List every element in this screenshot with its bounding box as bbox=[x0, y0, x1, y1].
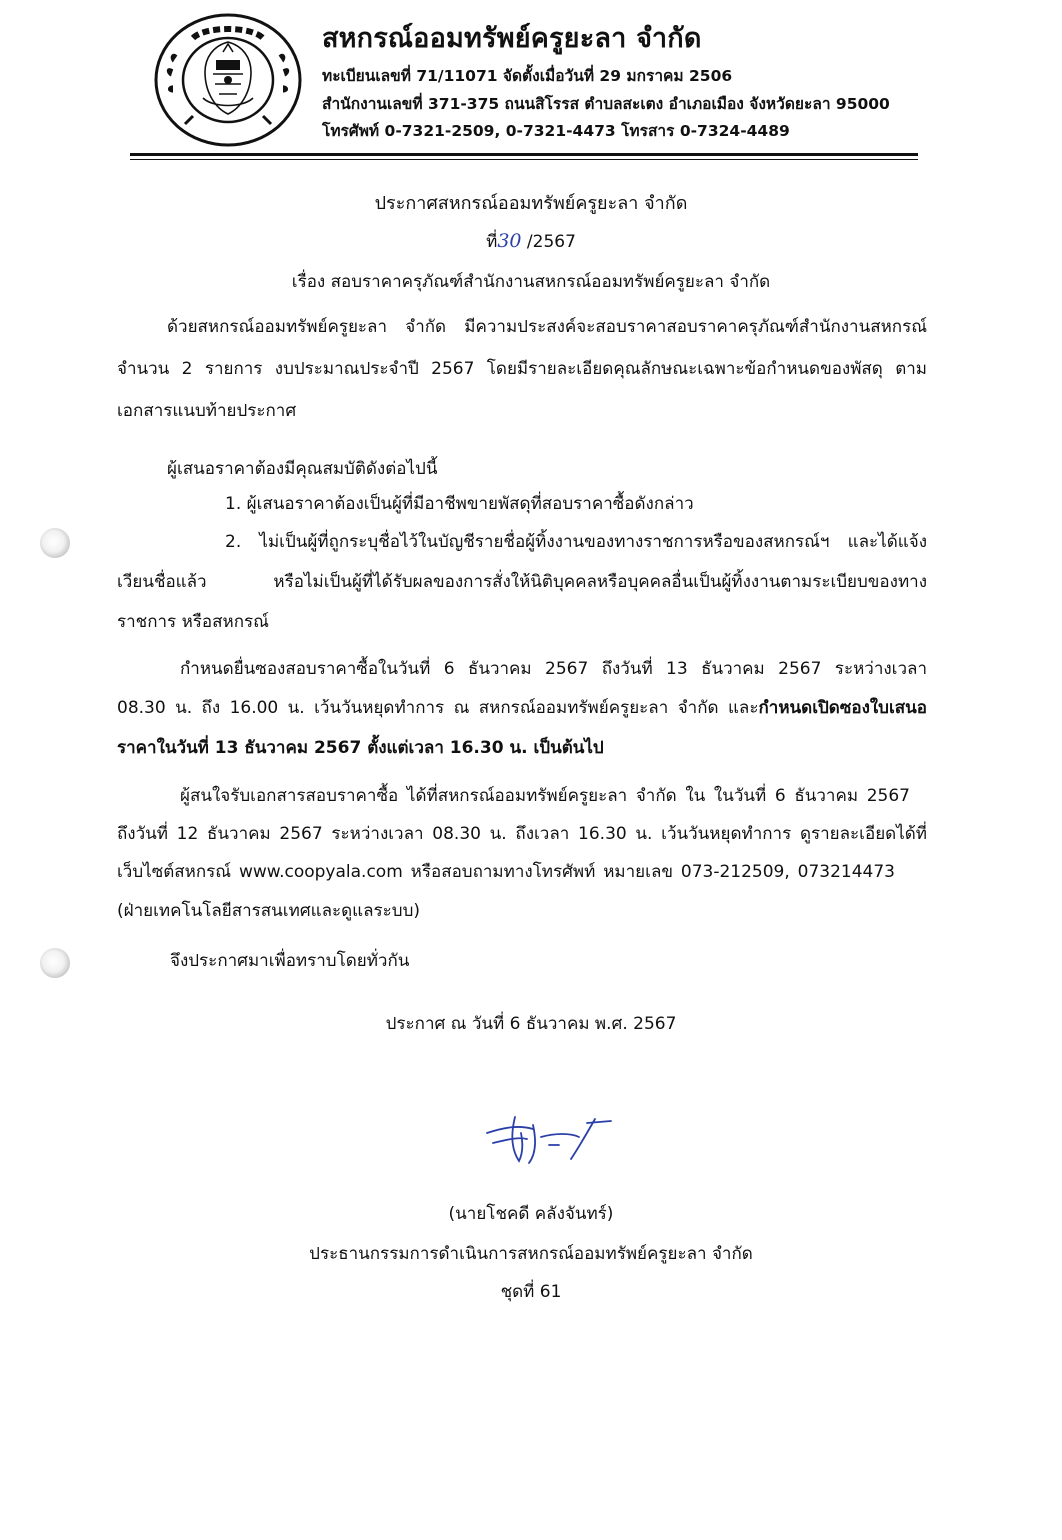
announcement-number bbox=[0, 228, 1062, 255]
header-divider-thin bbox=[130, 159, 918, 160]
signatory-position: ประธานกรรมการดำเนินการสหกรณ์ออมทรัพย์ครูยะลา จำกัด bbox=[309, 1244, 753, 1264]
qualification-item-2-line1: 2. ไม่เป็นผู้ที่ถูกระบุชื่อไว้ในบัญชีรายชื่อผู้ทิ้งงานของทางราชการหรือของสหกรณ์ฯ และได้แจ้ง bbox=[225, 532, 927, 552]
number-suffix: /2567 bbox=[521, 232, 576, 252]
office-address: สำนักงานเลขที่ 371-375 ถนนสิโรรส ตำบลสะเตง อำเภอเมือง จังหวัดยะลา 95000 bbox=[322, 95, 890, 113]
qualification-item-2-line3: ราชการ หรือสหกรณ์ bbox=[117, 612, 269, 632]
qualification-item-2-line2: เวียนชื่อแล้ว หรือไม่เป็นผู้ที่ได้รับผลของการสั่งให้นิติบุคคลหรือบุคคลอื่นเป็นผู้ทิ้งงานตามระเบียบของทาง bbox=[117, 572, 927, 592]
paragraph3-line3: เว็บไซต์สหกรณ์ www.coopyala.com หรือสอบถามทางโทรศัพท์ หมายเลข 073-212509, 073214473 bbox=[117, 862, 895, 882]
paragraph2-line2-bold: กำหนดเปิดซองใบเสนอ bbox=[758, 698, 927, 718]
paragraph2-line2 bbox=[117, 694, 927, 721]
header-divider-thick bbox=[130, 153, 918, 156]
signature-mark bbox=[475, 1103, 625, 1175]
paragraph3-line1: ผู้สนใจรับเอกสารสอบราคาซื้อ ได้ที่สหกรณ์ออมทรัพย์ครูยะลา จำกัด ใน ในวันที่ 6 ธันวาคม 2567 bbox=[180, 786, 910, 806]
announcement-subject: เรื่อง สอบราคาครุภัณฑ์สำนักงานสหกรณ์ออมทรัพย์ครูยะลา จำกัด bbox=[291, 272, 771, 292]
qualifications-heading: ผู้เสนอราคาต้องมีคุณสมบัติดังต่อไปนี้ bbox=[167, 459, 438, 479]
paragraph2-line3: ราคาในวันที่ 13 ธันวาคม 2567 ตั้งแต่เวลา 16.30 น. เป็นต้นไป bbox=[117, 738, 604, 758]
paragraph1-line2: จำนวน 2 รายการ งบประมาณประจำปี 2567 โดยมีรายละเอียดคุณลักษณะเฉพาะข้อกำหนดของพัสดุ ตาม bbox=[117, 359, 927, 379]
paragraph2-line2-plain: 08.30 น. ถึง 16.00 น. เว้นวันหยุดทำการ ณ สหกรณ์ออมทรัพย์ครูยะลา จำกัด และ bbox=[117, 698, 759, 718]
signatory-term: ชุดที่ 61 bbox=[500, 1282, 562, 1302]
signatory-name: (นายโชคดี คลังจันทร์) bbox=[448, 1204, 614, 1224]
organization-name: สหกรณ์ออมทรัพย์ครูยะลา จำกัด bbox=[322, 23, 702, 54]
paragraph3-line2: ถึงวันที่ 12 ธันวาคม 2567 ระหว่างเวลา 08.30 น. ถึงเวลา 16.30 น. เว้นวันหยุดทำการ ดูรายละเอียดได้ที่ bbox=[117, 824, 927, 844]
announcement-title: ประกาศสหกรณ์ออมทรัพย์ครูยะลา จำกัด bbox=[374, 193, 688, 214]
contact-phone: โทรศัพท์ 0-7321-2509, 0-7321-4473 โทรสาร 0-7324-4489 bbox=[322, 122, 790, 140]
closing-statement: จึงประกาศมาเพื่อทราบโดยทั่วกัน bbox=[170, 951, 410, 971]
punch-hole-lower bbox=[40, 948, 70, 978]
announcement-date: ประกาศ ณ วันที่ 6 ธันวาคม พ.ศ. 2567 bbox=[385, 1014, 677, 1034]
handwritten-number: 30 bbox=[497, 230, 522, 252]
registration-info: ทะเบียนเลขที่ 71/11071 จัดตั้งเมื่อวันที่ 29 มกราคม 2506 bbox=[322, 67, 733, 85]
qualification-item-1: 1. ผู้เสนอราคาต้องเป็นผู้ที่มีอาชีพขายพัสดุที่สอบราคาซื้อดังกล่าว bbox=[225, 494, 694, 514]
cooperative-seal-logo bbox=[153, 12, 303, 148]
paragraph1-line3: เอกสารแนบท้ายประกาศ bbox=[117, 401, 297, 421]
paragraph1-line1: ด้วยสหกรณ์ออมทรัพย์ครูยะลา จำกัด มีความประสงค์จะสอบราคาสอบราคาครุภัณฑ์สำนักงานสหกรณ์ bbox=[167, 317, 927, 337]
punch-hole-upper bbox=[40, 528, 70, 558]
paragraph2-line1: กำหนดยื่นซองสอบราคาซื้อในวันที่ 6 ธันวาคม 2567 ถึงวันที่ 13 ธันวาคม 2567 ระหว่างเวลา bbox=[180, 659, 927, 679]
paragraph3-line4: (ฝ่ายเทคโนโลยีสารสนเทศและดูแลระบบ) bbox=[117, 901, 421, 921]
number-prefix: ที่ bbox=[486, 232, 498, 252]
